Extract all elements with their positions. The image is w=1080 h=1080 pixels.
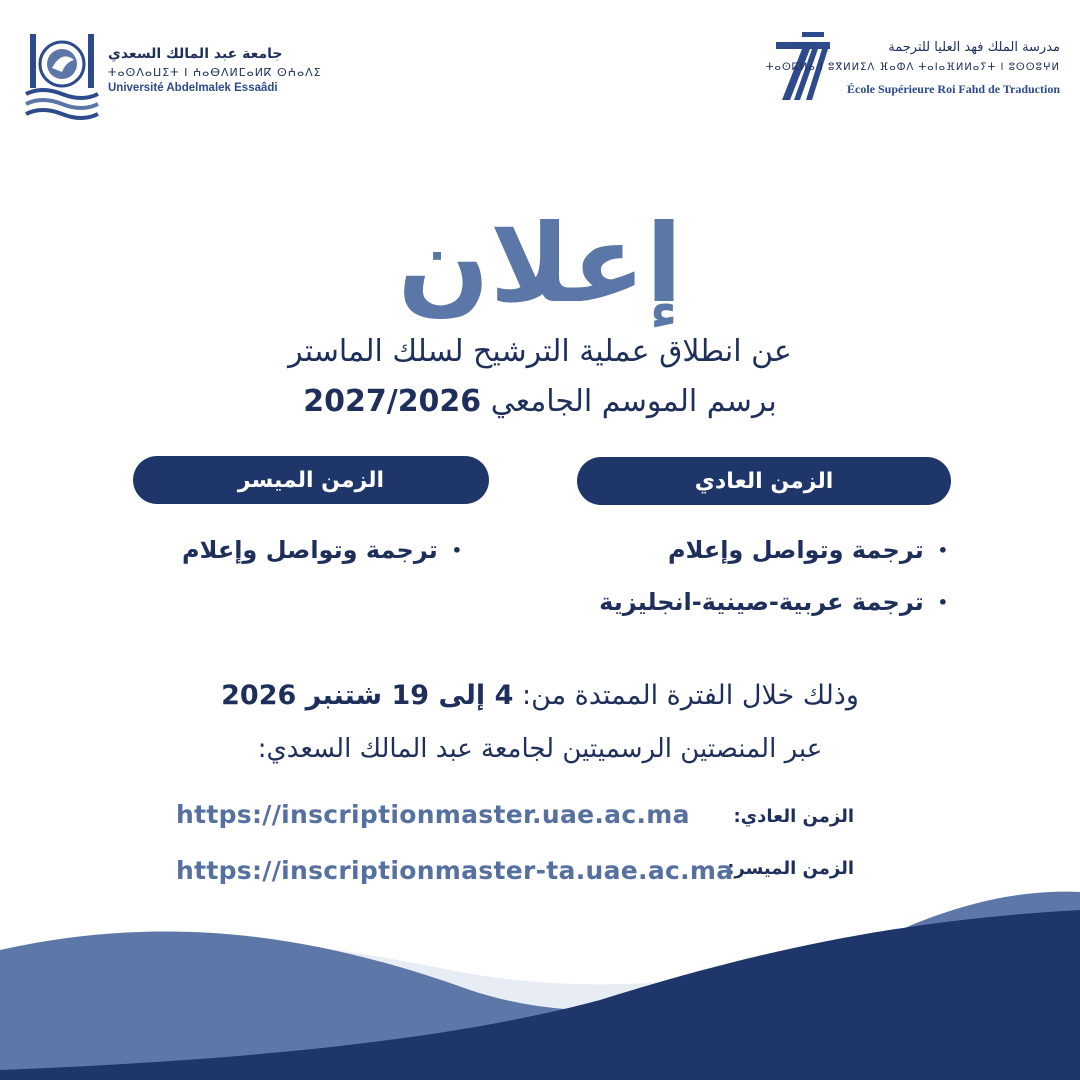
program-label: ترجمة وتواصل وإعلام (668, 536, 924, 564)
easy-time-pill: الزمن الميسر (133, 456, 489, 504)
school-name-french: École Supérieure Roi Fahd de Traduction (846, 82, 1060, 96)
university-name-arabic: جامعة عبد المالك السعدي (108, 46, 283, 62)
university-emblem-icon (22, 28, 102, 120)
platforms-text: عبر المنصتين الرسميتين لجامعة عبد المالك السعدي: (257, 734, 823, 764)
regular-program-item (599, 588, 948, 616)
program-label: ترجمة عربية-صينية-انجليزية (599, 588, 924, 616)
period-dates: 4 إلى 19 شتنبر 2026 (221, 680, 514, 711)
decorative-waves (0, 880, 1080, 1080)
regular-time-pill: الزمن العادي (577, 457, 951, 505)
subtitle-line-2 (0, 384, 1080, 419)
easy-program-item (182, 536, 462, 564)
easy-link-label: الزمن الميسر: (727, 858, 854, 879)
school-name-tifinagh: ⵜⴰⵙⴽⵍⴰ ⵏ ⵓⴳⵍⵍⵉⴷ ⴼⴰⵀⴷ ⵜⴰⵏⴰⴼⵍⵍⴰⵢⵜ ⵏ ⵓⵙⵙⵓⵖⵍ (765, 62, 1060, 73)
school-name-arabic: مدرسة الملك فهد العليا للترجمة (888, 40, 1060, 55)
subtitle-line-1: عن انطلاق عملية الترشيح لسلك الماستر (288, 334, 792, 369)
bullet-icon: • (451, 540, 462, 560)
period-text (0, 680, 1080, 711)
announcement-title: إعلان (397, 202, 683, 327)
period-prefix: وذلك خلال الفترة الممتدة من: (513, 680, 859, 711)
school-logo (765, 26, 1072, 106)
subtitle-season-text: برسم الموسم الجامعي (481, 384, 777, 419)
program-label: ترجمة وتواصل وإعلام (182, 536, 438, 564)
university-name-french: Université Abdelmalek Essaâdi (108, 82, 278, 94)
university-logo (22, 28, 322, 123)
subtitle-year: 2027/2026 (303, 384, 482, 419)
regular-registration-link[interactable]: https://inscriptionmaster.uae.ac.ma (176, 800, 690, 829)
university-name-tifinagh: ⵜⴰⵙⴷⴰⵡⵉⵜ ⵏ ⵄⴰⴱⴷⵍⵎⴰⵍⴽ ⵙⵄⴰⴷⵉ (108, 66, 322, 79)
regular-link-label: الزمن العادي: (733, 806, 854, 827)
bullet-icon: • (937, 540, 948, 560)
regular-program-item (668, 536, 948, 564)
bullet-icon: • (937, 592, 948, 612)
easy-registration-link[interactable]: https://inscriptionmaster-ta.uae.ac.ma (176, 856, 734, 885)
